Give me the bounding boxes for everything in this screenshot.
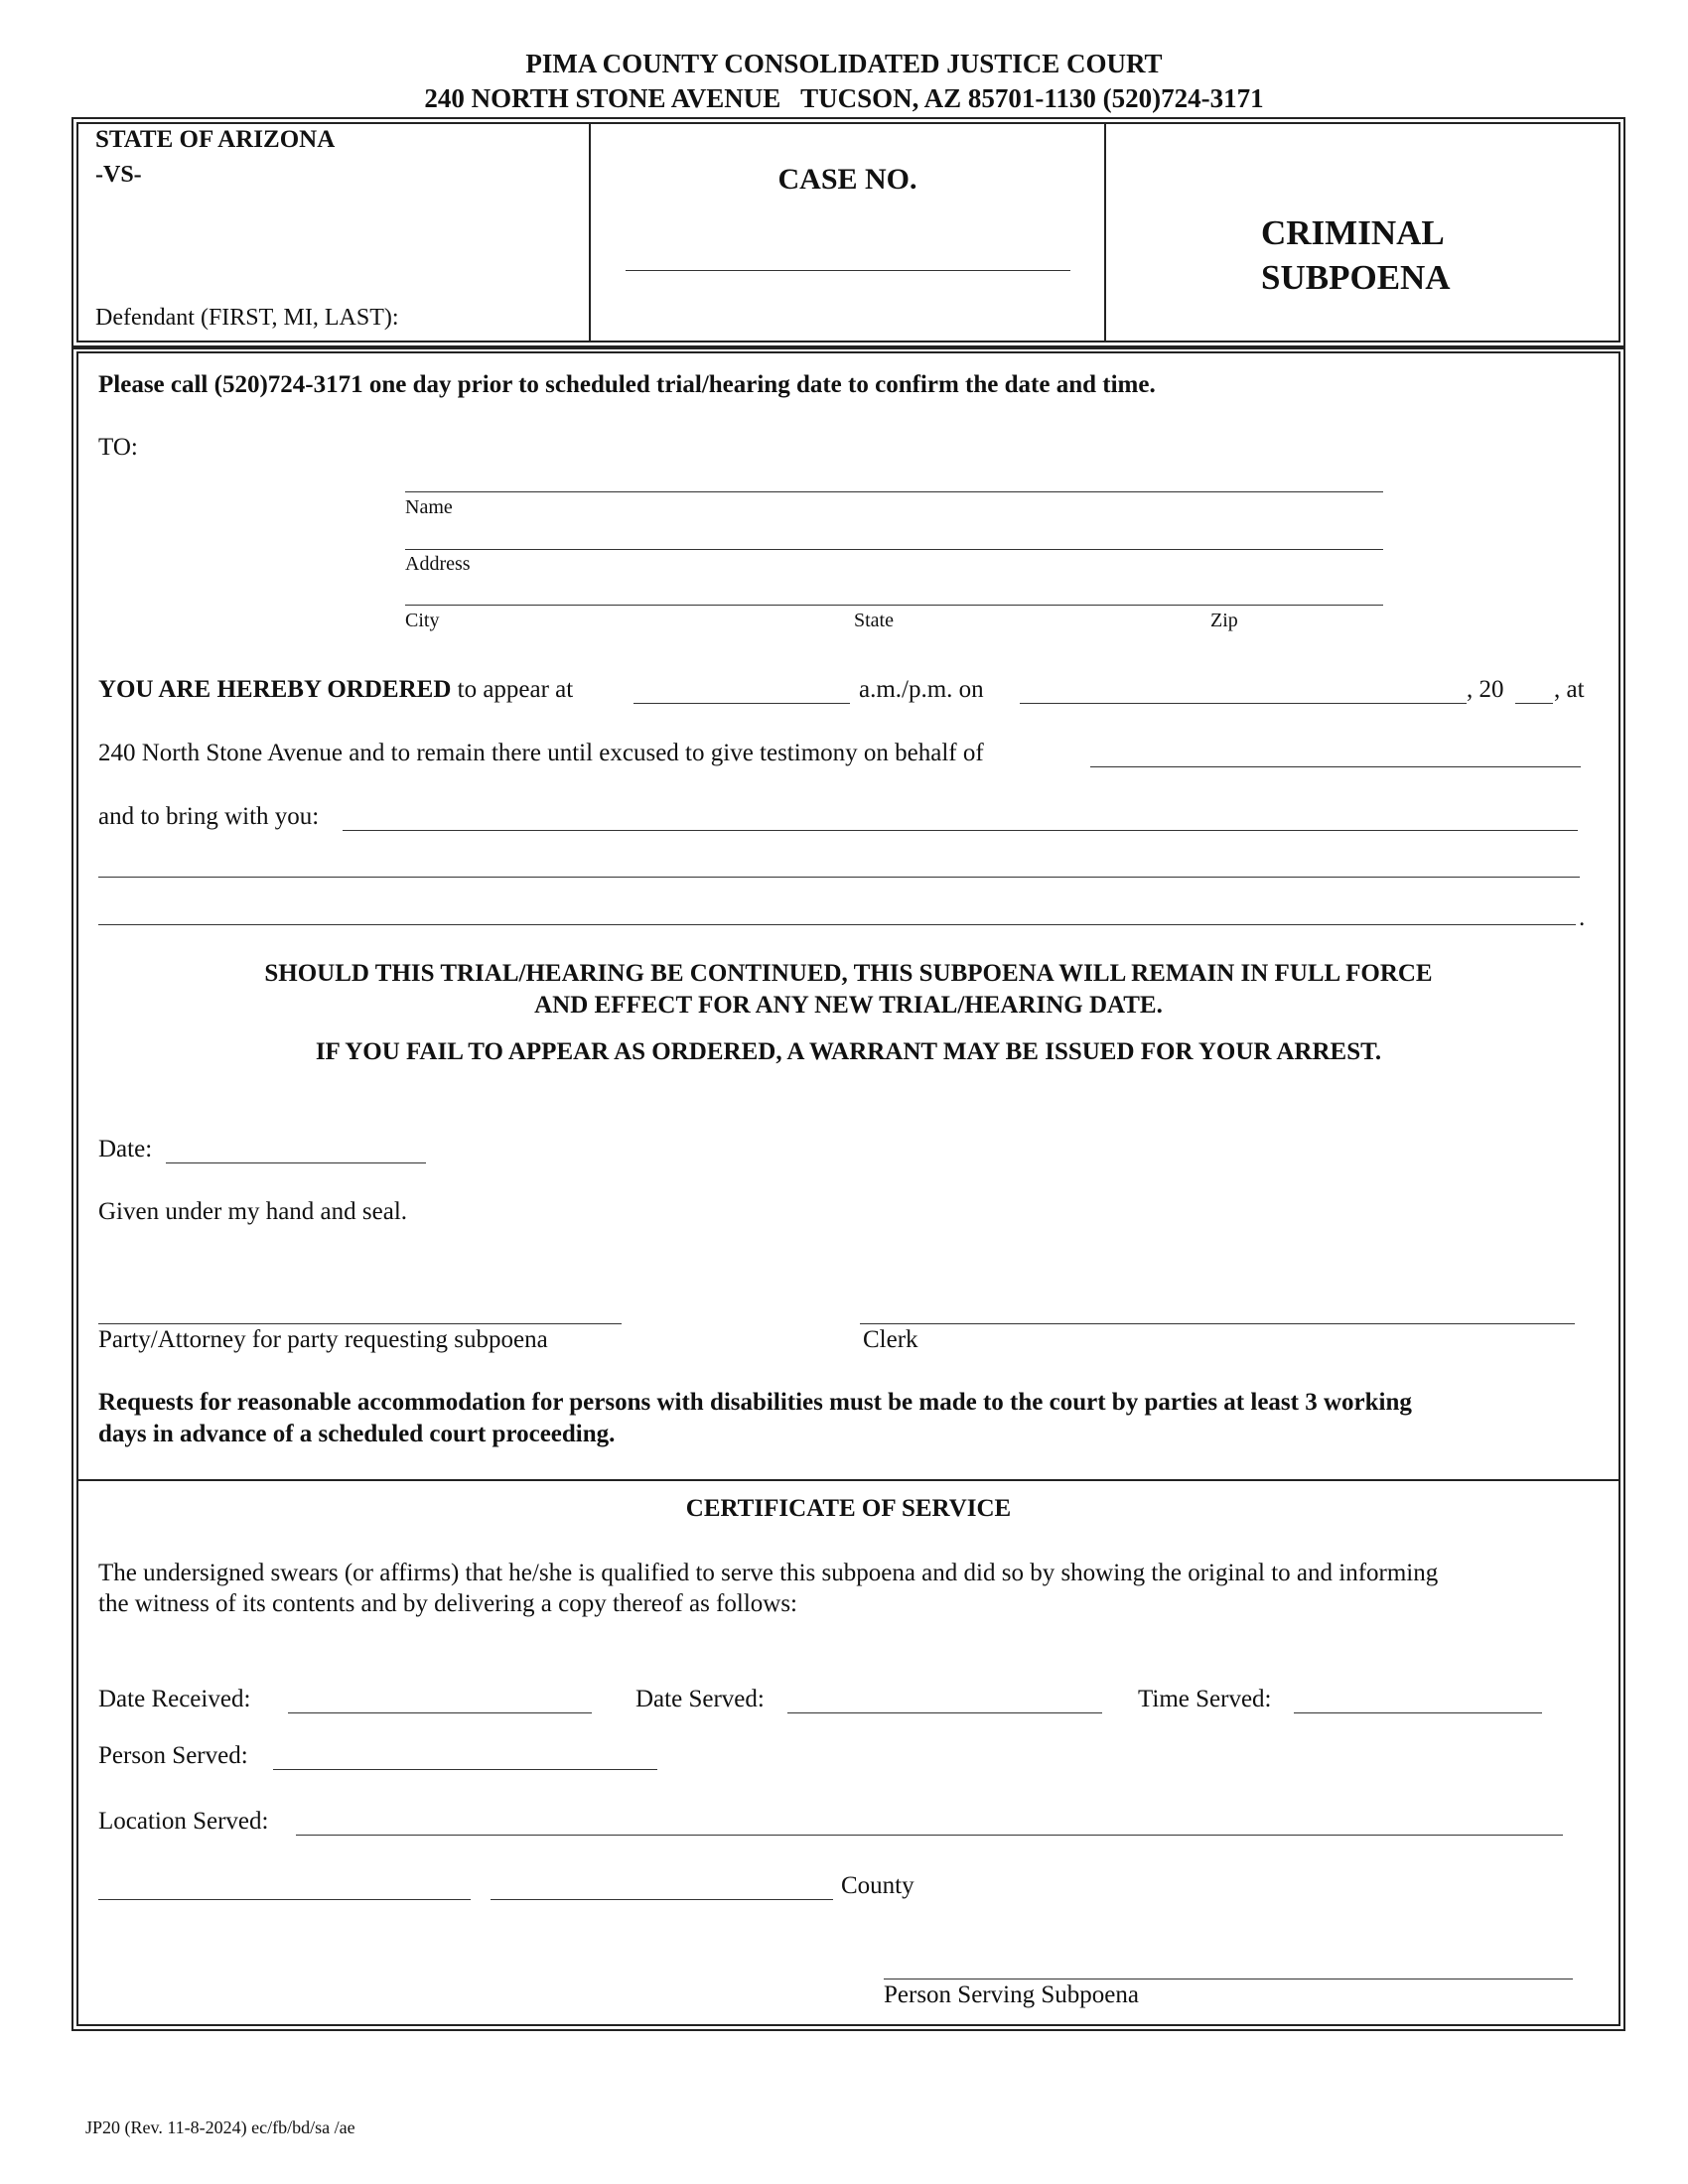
call-notice: Please call (520)724-3171 one day prior to scheduled trial/hearing date to confirm the date and time.: [98, 371, 1156, 398]
court-address: 240 NORTH STONE AVENUE TUCSON, AZ 85701-1130 (520)724-3171: [424, 83, 1264, 113]
on-behalf-of-field[interactable]: [1090, 766, 1581, 767]
location-served-label: Location Served:: [98, 1808, 269, 1835]
time-served-label: Time Served:: [1138, 1686, 1272, 1712]
party-signature-field[interactable]: [98, 1323, 622, 1324]
to-label: TO:: [98, 434, 138, 461]
certificate-title: CERTIFICATE OF SERVICE: [685, 1495, 1012, 1522]
certificate-divider: [76, 1479, 1620, 1481]
appear-date-field[interactable]: [1020, 703, 1467, 704]
date-served-label: Date Served:: [635, 1686, 765, 1712]
accommodation-line2: days in advance of a scheduled court proceeding.: [98, 1421, 616, 1447]
state-of-arizona: STATE OF ARIZONA: [95, 126, 336, 153]
state-label: State: [854, 610, 894, 631]
defendant-label: Defendant (FIRST, MI, LAST):: [95, 305, 399, 331]
party-label: Party/Attorney for party requesting subpoena: [98, 1326, 548, 1353]
location-city-field[interactable]: [98, 1899, 471, 1900]
ordered-text: [98, 675, 573, 705]
warrant-notice: IF YOU FAIL TO APPEAR AS ORDERED, A WARRANT MAY BE ISSUED FOR YOUR ARREST.: [315, 1038, 1382, 1065]
date-field[interactable]: [166, 1162, 426, 1163]
certificate-statement-line2: the witness of its contents and by delivering a copy thereof as follows:: [98, 1590, 798, 1617]
bring-period: .: [1579, 904, 1586, 931]
person-served-label: Person Served:: [98, 1742, 248, 1769]
appear-year-field[interactable]: [1515, 703, 1553, 704]
appear-time-field[interactable]: [633, 703, 850, 704]
date-served-field[interactable]: [787, 1712, 1102, 1713]
bring-field-2[interactable]: [98, 877, 1580, 878]
date-received-label: Date Received:: [98, 1686, 251, 1712]
clerk-signature-field[interactable]: [860, 1323, 1575, 1324]
given-text: Given under my hand and seal.: [98, 1198, 408, 1225]
form-title-line1: CRIMINAL: [1261, 213, 1445, 252]
continued-notice-line1: SHOULD THIS TRIAL/HEARING BE CONTINUED, THIS SUBPOENA WILL REMAIN IN FULL FORCE: [264, 960, 1433, 987]
server-label: Person Serving Subpoena: [884, 1981, 1139, 2008]
person-served-field[interactable]: [273, 1769, 657, 1770]
at-label: , at: [1554, 676, 1585, 703]
vs-label: -VS-: [95, 162, 142, 188]
accommodation-line1: Requests for reasonable accommodation for persons with disabilities must be made to the court by parties at least 3 working: [98, 1389, 1412, 1416]
case-no-label: CASE NO.: [777, 163, 917, 196]
body-box-inner: [76, 351, 1620, 2026]
address-label: Address: [405, 553, 471, 575]
county-label: County: [841, 1872, 914, 1899]
bring-label: and to bring with you:: [98, 803, 320, 830]
name-label: Name: [405, 496, 453, 518]
year-prefix-label: , 20: [1467, 676, 1504, 703]
location-served-field[interactable]: [296, 1835, 1563, 1836]
testimony-text: 240 North Stone Avenue and to remain there until excused to give testimony on behalf of: [98, 740, 984, 766]
caption-divider-2: [1104, 122, 1106, 342]
address-field[interactable]: [405, 549, 1383, 550]
form-title-line2: SUBPOENA: [1261, 258, 1451, 297]
case-no-field[interactable]: [626, 270, 1070, 271]
city-label: City: [405, 610, 440, 631]
county-field[interactable]: [491, 1899, 833, 1900]
form-id: JP20 (Rev. 11-8-2024) ec/fb/bd/sa /ae: [85, 2117, 355, 2137]
date-label: Date:: [98, 1136, 153, 1162]
zip-label: Zip: [1210, 610, 1238, 631]
bring-field-1[interactable]: [343, 830, 1578, 831]
ordered-bold: YOU ARE HEREBY ORDERED: [98, 676, 452, 703]
time-served-field[interactable]: [1294, 1712, 1542, 1713]
clerk-label: Clerk: [863, 1326, 918, 1353]
ampm-on-label: a.m./p.m. on: [859, 676, 984, 703]
name-field[interactable]: [405, 491, 1383, 492]
court-name: PIMA COUNTY CONSOLIDATED JUSTICE COURT: [525, 49, 1163, 78]
bring-field-3[interactable]: [98, 924, 1576, 925]
city-state-zip-field[interactable]: [405, 605, 1383, 606]
ordered-appear: to appear at: [457, 676, 574, 703]
caption-divider-1: [589, 122, 591, 342]
certificate-statement-line1: The undersigned swears (or affirms) that he/she is qualified to serve this subpoena and did so by showing the original to and informing: [98, 1560, 1439, 1586]
date-received-field[interactable]: [288, 1712, 592, 1713]
continued-notice-line2: AND EFFECT FOR ANY NEW TRIAL/HEARING DATE.: [534, 992, 1163, 1019]
